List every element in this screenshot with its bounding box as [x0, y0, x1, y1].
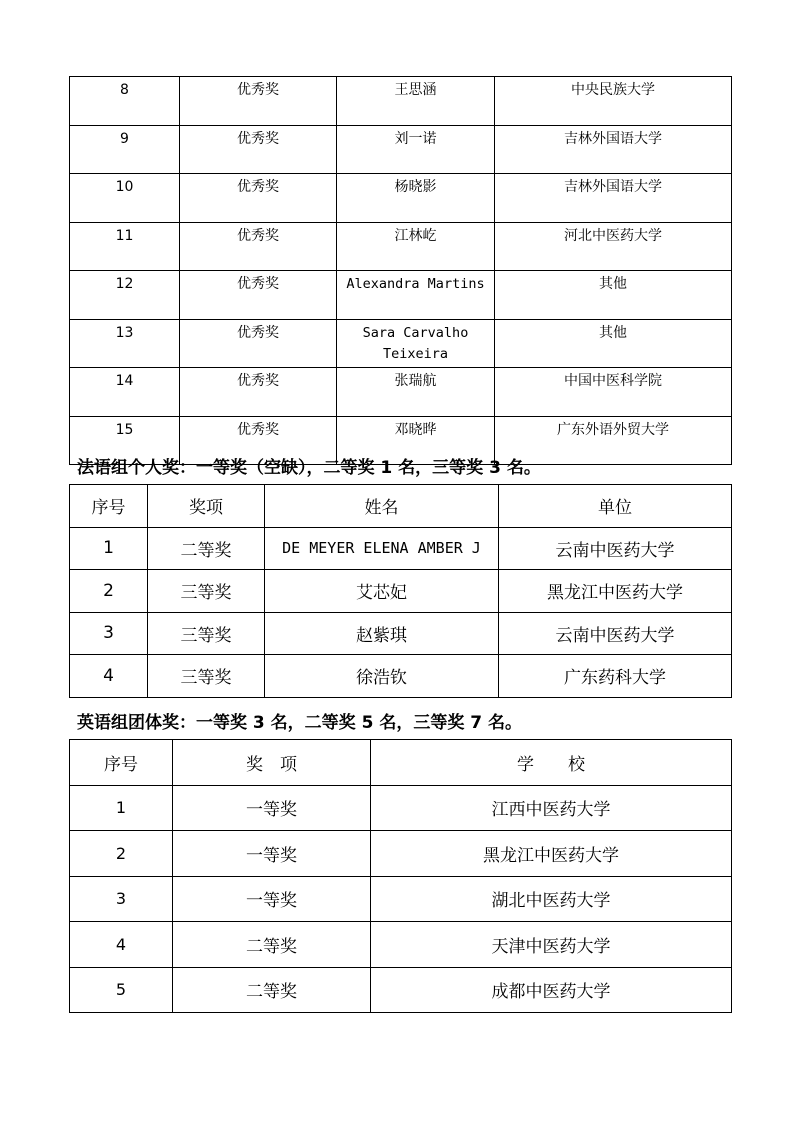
row-number: 15: [70, 416, 180, 465]
award-cell: 二等奖: [173, 922, 371, 968]
award-cell: 二等奖: [148, 527, 265, 570]
table-row: [70, 831, 732, 877]
english-team-table: [69, 739, 732, 1013]
organization-cell: 云南中医药大学: [499, 612, 732, 655]
name-cell: 张瑞航: [337, 368, 495, 417]
row-number: 3: [70, 876, 173, 922]
row-number: 3: [70, 612, 148, 655]
row-number: 4: [70, 922, 173, 968]
header-organization: 单位: [499, 485, 732, 528]
name-cell: 赵紫琪: [265, 612, 499, 655]
organization-cell: 吉林外国语大学: [495, 174, 732, 223]
award-cell: 优秀奖: [180, 416, 337, 465]
header-number: 序号: [70, 740, 173, 786]
row-number: 2: [70, 570, 148, 613]
award-cell: 优秀奖: [180, 77, 337, 126]
award-cell: 优秀奖: [180, 125, 337, 174]
name-cell: 江林屹: [337, 222, 495, 271]
school-cell: 黑龙江中医药大学: [371, 831, 732, 877]
table-row: [70, 967, 732, 1013]
table-row: [70, 125, 732, 174]
table-row: [70, 319, 732, 368]
french-individual-heading: 法语组个人奖：一等奖（空缺），二等奖 1 名，三等奖 3 名。: [77, 458, 541, 478]
award-cell: 优秀奖: [180, 174, 337, 223]
name-cell: 徐浩钦: [265, 655, 499, 698]
row-number: 4: [70, 655, 148, 698]
award-cell: 优秀奖: [180, 271, 337, 320]
row-number: 11: [70, 222, 180, 271]
row-number: 2: [70, 831, 173, 877]
name-cell: 邓晓晔: [337, 416, 495, 465]
table-row: [70, 174, 732, 223]
organization-cell: 黑龙江中医药大学: [499, 570, 732, 613]
award-cell: 优秀奖: [180, 368, 337, 417]
school-cell: 湖北中医药大学: [371, 876, 732, 922]
award-cell: 三等奖: [148, 570, 265, 613]
school-cell: 天津中医药大学: [371, 922, 732, 968]
table-row: [70, 222, 732, 271]
organization-cell: 广东外语外贸大学: [495, 416, 732, 465]
english-team-heading: 英语组团体奖：一等奖 3 名，二等奖 5 名，三等奖 7 名。: [77, 713, 522, 733]
name-cell: Alexandra Martins: [337, 271, 495, 320]
row-number: 13: [70, 319, 180, 368]
row-number: 1: [70, 527, 148, 570]
row-number: 8: [70, 77, 180, 126]
award-cell: 优秀奖: [180, 222, 337, 271]
name-cell: 艾芯妃: [265, 570, 499, 613]
continued-awards-table: [69, 76, 732, 465]
name-cell: Sara Carvalho Teixeira: [337, 319, 495, 368]
name-cell: 杨晓影: [337, 174, 495, 223]
organization-cell: 吉林外国语大学: [495, 125, 732, 174]
table-row: [70, 271, 732, 320]
table-row: [70, 612, 732, 655]
header-number: 序号: [70, 485, 148, 528]
table-row: [70, 655, 732, 698]
organization-cell: 云南中医药大学: [499, 527, 732, 570]
table-row: [70, 368, 732, 417]
table-row: [70, 785, 732, 831]
award-cell: 一等奖: [173, 785, 371, 831]
table-row: [70, 876, 732, 922]
award-cell: 三等奖: [148, 655, 265, 698]
table-row: [70, 570, 732, 613]
row-number: 10: [70, 174, 180, 223]
name-cell: 刘一诺: [337, 125, 495, 174]
name-cell: DE MEYER ELENA AMBER J: [265, 527, 499, 570]
organization-cell: 广东药科大学: [499, 655, 732, 698]
award-cell: 一等奖: [173, 831, 371, 877]
organization-cell: 中国中医科学院: [495, 368, 732, 417]
organization-cell: 其他: [495, 271, 732, 320]
organization-cell: 中央民族大学: [495, 77, 732, 126]
header-award: 奖项: [148, 485, 265, 528]
table-row: [70, 527, 732, 570]
french-individual-table: [69, 484, 732, 698]
name-cell: 王思涵: [337, 77, 495, 126]
row-number: 12: [70, 271, 180, 320]
table-header-row: [70, 485, 732, 528]
row-number: 14: [70, 368, 180, 417]
award-cell: 优秀奖: [180, 319, 337, 368]
table-header-row: [70, 740, 732, 786]
row-number: 9: [70, 125, 180, 174]
organization-cell: 其他: [495, 319, 732, 368]
header-name: 姓名: [265, 485, 499, 528]
award-cell: 二等奖: [173, 967, 371, 1013]
header-award: 奖 项: [173, 740, 371, 786]
school-cell: 江西中医药大学: [371, 785, 732, 831]
table-row: [70, 77, 732, 126]
school-cell: 成都中医药大学: [371, 967, 732, 1013]
header-school: 学 校: [371, 740, 732, 786]
row-number: 1: [70, 785, 173, 831]
table-row: [70, 922, 732, 968]
row-number: 5: [70, 967, 173, 1013]
award-cell: 三等奖: [148, 612, 265, 655]
award-cell: 一等奖: [173, 876, 371, 922]
organization-cell: 河北中医药大学: [495, 222, 732, 271]
